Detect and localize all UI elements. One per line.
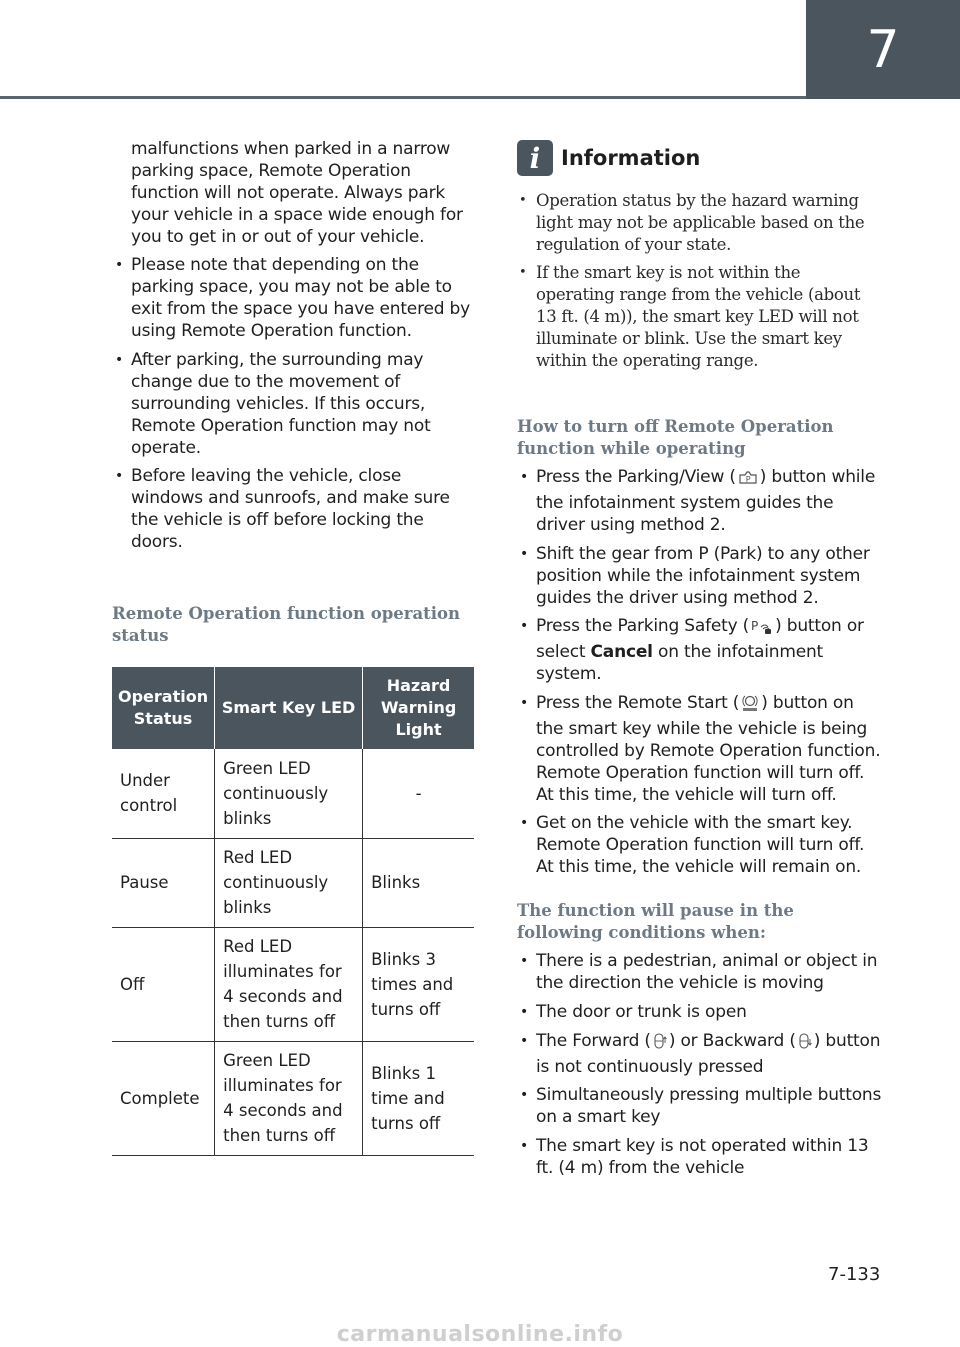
list-item: • If the smart key is not within the operating range from the vehicle (about 13 ft. (4 m)), the smart key LED will not illuminate or blink. Use the smart key within the operating range. [517, 262, 882, 372]
text-span: ) or Backward ( [668, 1030, 796, 1051]
turn-off-bullet-list [517, 466, 882, 878]
text-span: Press the Parking/View ( [536, 467, 736, 487]
table-row [112, 927, 474, 1041]
list-item [517, 615, 882, 685]
text-span: Press the Parking Safety ( [536, 616, 750, 637]
table-cell: Red LED illuminates for 4 seconds and then turns off [215, 927, 363, 1041]
table-cell: Pause [112, 838, 215, 927]
chapter-tab [806, 0, 960, 99]
table-cell: Complete [112, 1041, 215, 1155]
list-item: • The door or trunk is open [517, 1001, 882, 1023]
table-cell: Off [112, 927, 215, 1041]
section-heading-turn-off: How to turn off Remote Operation function while operating [517, 417, 834, 458]
text-span: ) button on the smart key while the vehicle is being controlled by Remote Operation function. Remote Operation function will turn off. At this time, the vehicle will turn off. [536, 692, 881, 805]
forward-icon [652, 1032, 668, 1056]
table-row [112, 838, 474, 927]
table-cell: Blinks [363, 838, 474, 927]
list-item: • Simultaneously pressing multiple buttons on a smart key [517, 1084, 882, 1128]
list-item: • Shift the gear from P (Park) to any other position while the infotainment system guides the driver using method 2. [517, 543, 882, 609]
text-span: Press the Remote Start ( [536, 692, 740, 713]
parking-safety-icon [750, 617, 774, 641]
text-span: on the infotainment system. [536, 642, 824, 685]
table-header: Operation Status [112, 667, 215, 749]
status-table [112, 667, 474, 1156]
parking-view-icon [737, 470, 759, 492]
table-cell: Blinks 3 times and turns off [363, 927, 474, 1041]
list-item [517, 466, 882, 536]
table-cell: - [363, 749, 474, 838]
section-heading-status: Remote Operation function operation status [112, 604, 461, 646]
table-row [112, 749, 474, 838]
table-cell: Blinks 1 time and turns off [363, 1041, 474, 1155]
table-cell: Under control [112, 749, 215, 838]
backward-icon [797, 1032, 813, 1056]
list-item: • The smart key is not operated within 13 ft. (4 m) from the vehicle [517, 1135, 882, 1179]
info-header [517, 140, 882, 176]
list-item: • Before leaving the vehicle, close windows and sunroofs, and make sure the vehicle is off before locking the doors. [112, 465, 477, 553]
watermark: carmanualsonline.info [336, 1322, 624, 1347]
svg-text:P: P [751, 619, 759, 634]
list-item: • After parking, the surrounding may change due to the movement of surrounding vehicles. If this occurs, Remote Operation function may not operate. [112, 349, 477, 459]
info-icon: i [517, 140, 553, 176]
left-column [112, 138, 477, 1156]
pause-bullet-list [517, 950, 882, 1178]
left-bullet-list [112, 254, 477, 553]
list-item: • Operation status by the hazard warning light may not be applicable based on the regulation of your state. [517, 190, 882, 256]
table-header: Hazard Warning Light [363, 667, 474, 749]
table-cell: Green LED illuminates for 4 seconds and then turns off [215, 1041, 363, 1155]
text-span: ) button while the infotainment system guides the driver using method 2. [536, 467, 876, 535]
intro-paragraph: malfunctions when parked in a narrow parking space, Remote Operation function will not operate. Always park your vehicle in a space wide enough for you to get in or out of your vehicle. [131, 139, 463, 247]
list-item: • Get on the vehicle with the smart key. Remote Operation function will turn off. At this time, the vehicle will remain on. [517, 812, 882, 878]
table-row [112, 1041, 474, 1155]
table-cell: Red LED continuously blinks [215, 838, 363, 927]
list-item: • Please note that depending on the parking space, you may not be able to exit from the space you have entered by using Remote Operation function. [112, 254, 477, 342]
info-bullet-list [517, 190, 882, 372]
text-span: The Forward ( [536, 1030, 651, 1051]
section-heading-pause: The function will pause in the following conditions when: [517, 901, 794, 943]
chapter-number: 7 [866, 20, 900, 80]
text-span: ) button or select [536, 616, 864, 663]
right-column [517, 140, 882, 1185]
info-title: Information [561, 146, 701, 170]
header-rule [0, 96, 806, 99]
table-header: Smart Key LED [215, 667, 363, 749]
page-number: 7-133 [828, 1264, 881, 1285]
remote-start-icon [740, 694, 760, 718]
text-span: ) button is not continuously pressed [536, 1030, 881, 1077]
list-item [517, 692, 882, 806]
list-item [517, 1030, 882, 1078]
cancel-label: Cancel [590, 642, 653, 663]
svg-text:P: P [745, 475, 751, 484]
list-item: • There is a pedestrian, animal or object in the direction the vehicle is moving [517, 950, 882, 994]
table-cell: Green LED continuously blinks [215, 749, 363, 838]
